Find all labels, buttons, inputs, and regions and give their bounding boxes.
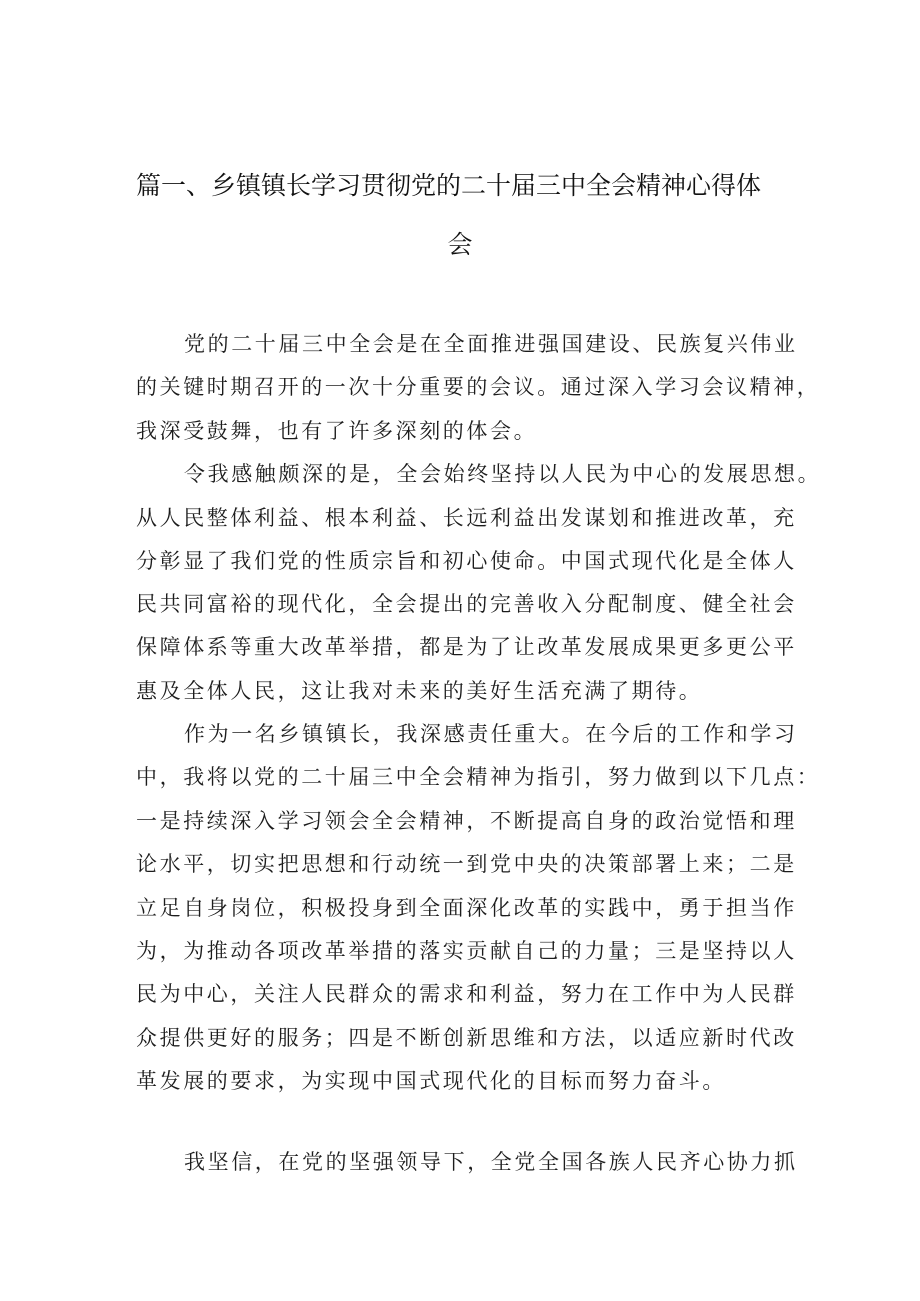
paragraph-3-line-6: 为，为推动各项改革举措的落实贡献自己的力量；三是坚持以人 <box>136 939 797 963</box>
paragraph-4-line-1: 我坚信，在党的坚强领导下，全党全国各族人民齐心协力抓 <box>184 1150 798 1174</box>
paragraph-3-line-1: 作为一名乡镇镇长，我深感责任重大。在今后的工作和学习 <box>184 722 798 746</box>
paragraph-2-line-4: 民共同富裕的现代化，全会提出的完善收入分配制度、健全社会 <box>136 592 797 616</box>
paragraph-2-line-1: 令我感触颇深的是，全会始终坚持以人民为中心的发展思想。 <box>184 462 822 486</box>
paragraph-2-line-6: 惠及全体人民，这让我对未来的美好生活充满了期待。 <box>136 679 703 703</box>
paragraph-3-line-9: 革发展的要求，为实现中国式现代化的目标而努力奋斗。 <box>136 1069 726 1093</box>
paragraph-3-line-8: 众提供更好的服务；四是不断创新思维和方法，以适应新时代改 <box>136 1026 797 1050</box>
paragraph-2-line-2: 从人民整体利益、根本利益、长远利益出发谋划和推进改革，充 <box>136 506 797 530</box>
document-title-line-1: 篇一、乡镇镇长学习贯彻党的二十届三中全会精神心得体 <box>136 171 762 200</box>
paragraph-1-line-3: 我深受鼓舞，也有了许多深刻的体会。 <box>136 419 538 443</box>
paragraph-1-line-2: 的关键时期召开的一次十分重要的会议。通过深入学习会议精神， <box>136 375 821 399</box>
paragraph-3-line-3: 一是持续深入学习领会全会精神，不断提高自身的政治觉悟和理 <box>136 809 797 833</box>
paragraph-2-line-5: 保障体系等重大改革举措，都是为了让改革发展成果更多更公平 <box>136 635 797 659</box>
paragraph-3-line-2: 中，我将以党的二十届三中全会精神为指引，努力做到以下几点： <box>136 765 821 789</box>
paragraph-1-line-1: 党的二十届三中全会是在全面推进强国建设、民族复兴伟业 <box>184 332 798 356</box>
paragraph-3-line-5: 立足自身岗位，积极投身到全面深化改革的实践中，勇于担当作 <box>136 896 797 920</box>
paragraph-3-line-7: 民为中心，关注人民群众的需求和利益，努力在工作中为人民群 <box>136 982 797 1006</box>
paragraph-3-line-4: 论水平，切实把思想和行动统一到党中央的决策部署上来；二是 <box>136 852 797 876</box>
paragraph-2-line-3: 分彰显了我们党的性质宗旨和初心使命。中国式现代化是全体人 <box>136 549 797 573</box>
document-title-line-2: 会 <box>447 230 473 259</box>
